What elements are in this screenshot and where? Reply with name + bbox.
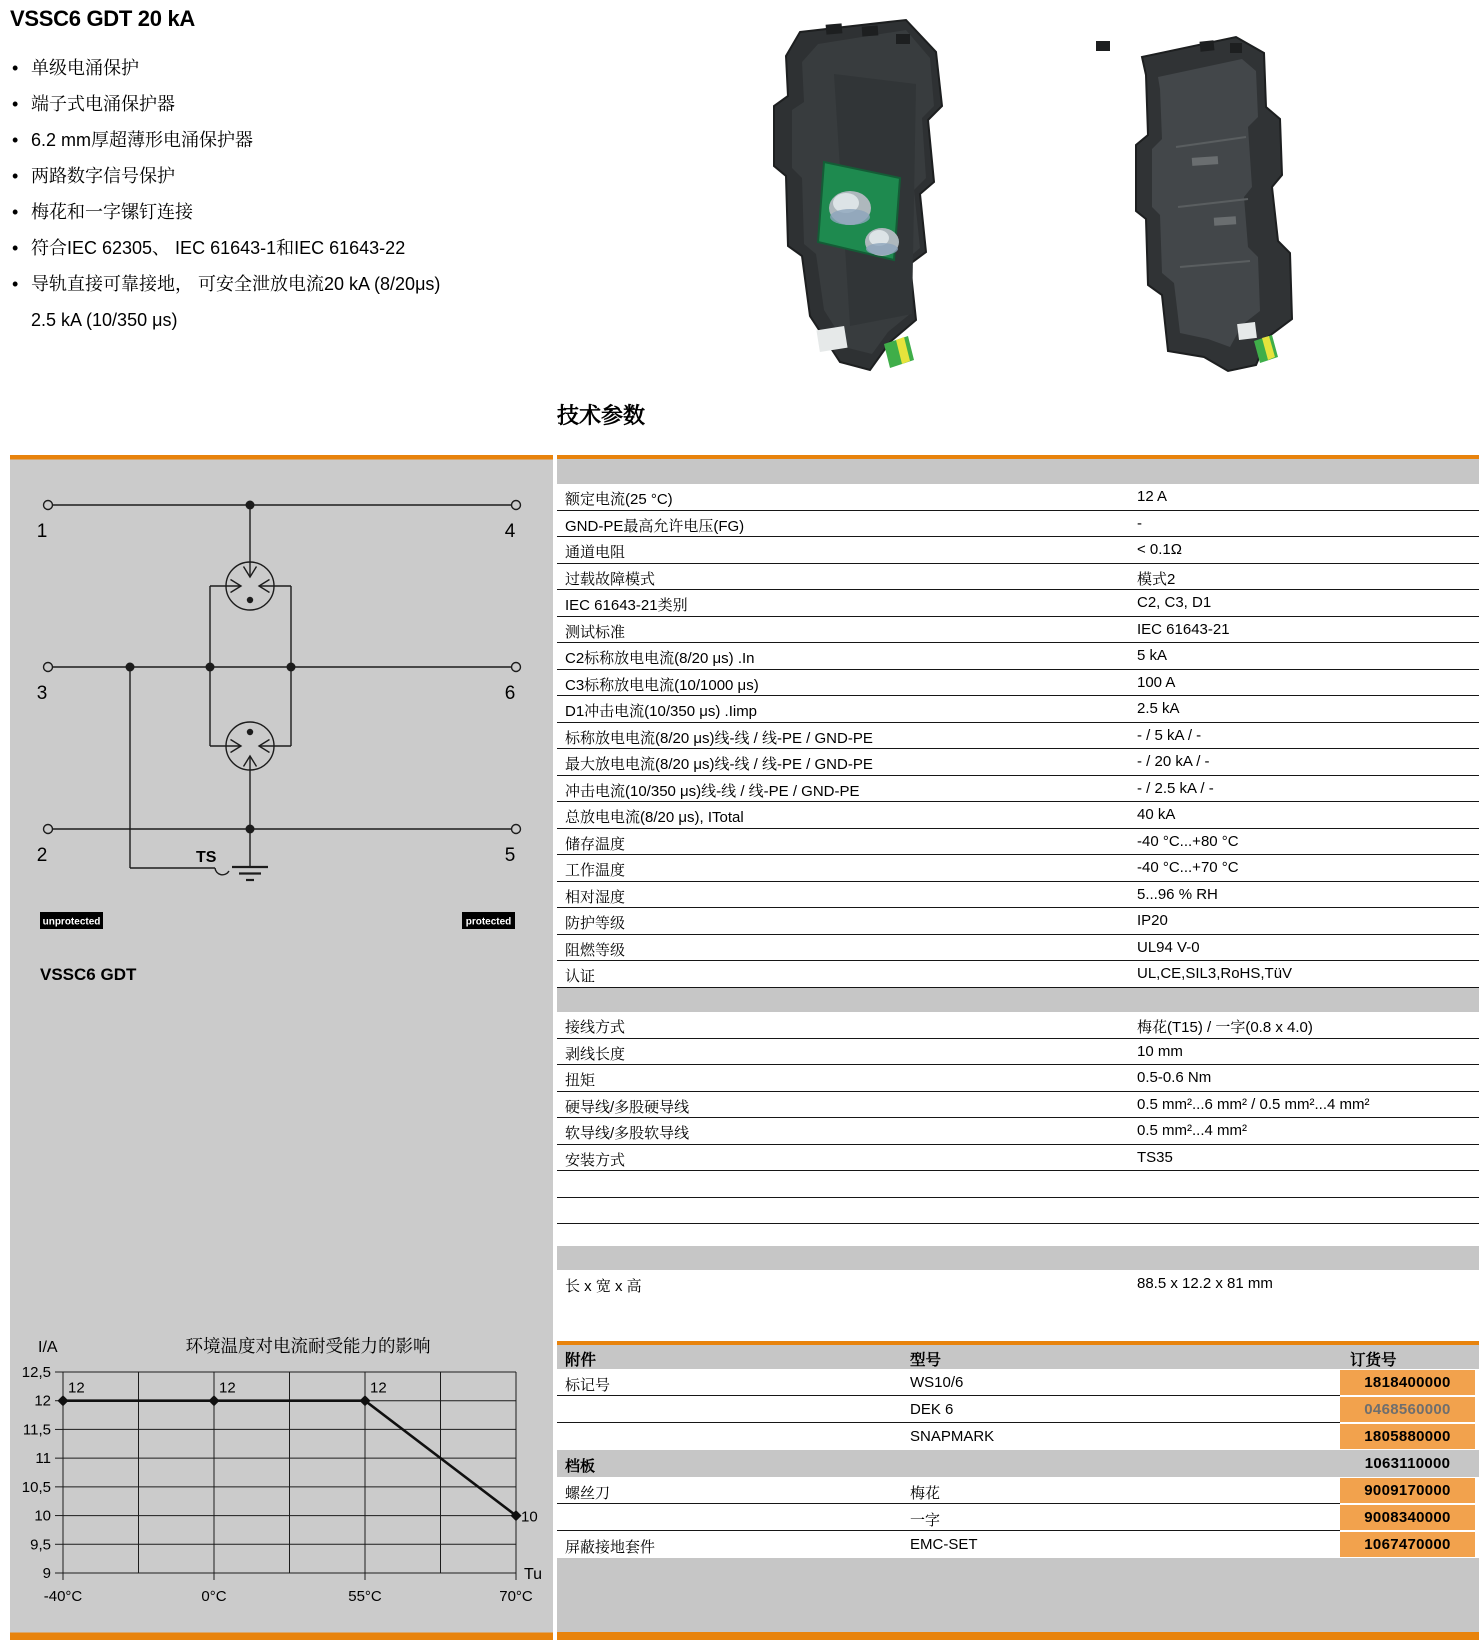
tech-row	[557, 749, 1479, 776]
tech-row-label: 认证	[565, 968, 596, 985]
feature-item: • 梅花和一字镙钉连接	[12, 194, 652, 230]
tech-row-label: 硬导线/多股硬导线	[565, 1098, 690, 1116]
feature-item-continuation: 2.5 kA (10/350 μs)	[31, 310, 178, 330]
accessory-model: SNAPMARK	[910, 1428, 995, 1445]
gray-footer-block	[557, 1558, 1479, 1632]
dimensions-label: 长 x 宽 x 高	[565, 1278, 642, 1295]
chart-y-tick: 11,5	[22, 1421, 51, 1439]
tech-row-label: 冲击电流(10/350 μs)线-线 / 线-PE / GND-PE	[565, 782, 860, 800]
tech-band-2	[557, 988, 1479, 1012]
tech-row-value: 100 A	[1137, 673, 1176, 691]
tech-row	[557, 590, 1479, 617]
accessory-model: 梅花	[910, 1485, 941, 1502]
tech-row-label: 安装方式	[565, 1151, 626, 1169]
tech-row	[557, 564, 1479, 591]
accessory-order-number: 1067470000	[1340, 1532, 1475, 1557]
tech-row-value: 5 kA	[1137, 647, 1168, 664]
tech-row-label: 剥线长度	[565, 1045, 626, 1063]
tech-row-label: 总放电电流(8/20 μs), ITotal	[565, 809, 744, 826]
tech-row-label: 扭矩	[565, 1072, 596, 1089]
tech-row-label: C2标称放电电流(8/20 μs) .In	[565, 650, 755, 667]
accessories-header-name: 附件	[565, 1352, 597, 1369]
terminal-circle	[44, 663, 53, 672]
chart-point-label: 10	[521, 1508, 538, 1526]
tech-row-value: -40 °C...+70 °C	[1137, 859, 1239, 876]
tech-row-label: 工作温度	[565, 862, 626, 879]
tech-row-label: 防护等级	[565, 915, 626, 932]
tech-row-label: 通道电阻	[565, 544, 626, 561]
tech-row	[557, 1145, 1479, 1172]
accessory-order-number: 1818400000	[1340, 1370, 1475, 1395]
tech-row	[557, 829, 1479, 856]
tech-row-label: GND-PE最高允许电压(FG)	[565, 517, 745, 535]
feature-list	[12, 50, 652, 338]
chart-y-tick: 9	[42, 1565, 51, 1582]
chart-x-tick: 55°C	[348, 1588, 382, 1605]
tech-table-block-1	[557, 484, 1479, 988]
chart-point-label: 12	[68, 1379, 85, 1397]
tech-row	[557, 537, 1479, 564]
accessory-order-number: 9009170000	[1340, 1478, 1475, 1503]
feature-item: • 端子式电涌保护器	[12, 86, 652, 122]
tech-row-label: 过载故障模式	[565, 570, 656, 588]
tech-row-value: 模式2	[1137, 570, 1176, 588]
diagram-caption: VSSC6 GDT	[40, 965, 137, 984]
page-title: VSSC6 GDT 20 kA	[10, 6, 196, 31]
accessory-order-number: 1063110000	[1364, 1455, 1451, 1472]
tech-row	[557, 723, 1479, 750]
tech-row-value: - / 5 kA / -	[1137, 726, 1202, 744]
tech-row-value: UL94 V-0	[1137, 938, 1200, 956]
accessory-row	[557, 1423, 1479, 1450]
tech-row	[557, 670, 1479, 697]
tech-row-value: < 0.1Ω	[1137, 541, 1182, 558]
chart-y-tick: 10	[34, 1507, 51, 1525]
chart-title: 环境温度对电流耐受能力的影响	[185, 1336, 431, 1356]
panel-bottom-orange-bar	[10, 1633, 553, 1641]
tech-row	[557, 776, 1479, 803]
terminal-label-5: 5	[504, 845, 516, 866]
tech-band-3	[557, 1246, 1479, 1270]
chart-xlabel: Tu	[524, 1566, 543, 1583]
tech-row	[557, 511, 1479, 538]
accessory-row	[557, 1531, 1479, 1558]
accessory-order-number: 1805880000	[1340, 1424, 1475, 1449]
accessory-name: 屏蔽接地套件	[565, 1539, 656, 1556]
tech-row-label: D1冲击电流(10/350 μs) .Iimp	[565, 703, 758, 720]
accessory-model: 一字	[910, 1512, 941, 1529]
tech-row	[557, 1065, 1479, 1092]
accessory-row	[557, 1396, 1479, 1423]
tech-row-value: -	[1137, 514, 1142, 532]
tech-row-value: IEC 61643-21	[1137, 620, 1230, 638]
terminal-circle	[512, 501, 521, 510]
terminal-circle	[44, 825, 53, 834]
tech-row	[557, 1171, 1479, 1198]
tech-row	[557, 643, 1479, 670]
tech-row	[557, 802, 1479, 829]
tech-row-value: 2.5 kA	[1137, 700, 1180, 717]
tech-row	[557, 1092, 1479, 1119]
chart-x-tick: -40°C	[43, 1588, 83, 1605]
accessory-name: 螺丝刀	[565, 1485, 611, 1502]
tech-row-value: 10 mm	[1137, 1042, 1183, 1060]
tech-row-value: 40 kA	[1137, 806, 1176, 823]
accessory-row	[557, 1504, 1479, 1531]
orange-bottom-bar-right	[557, 1632, 1479, 1640]
chart-y-tick: 12,5	[21, 1364, 51, 1381]
chart-x-tick: 0°C	[201, 1588, 227, 1605]
tech-row-label: 接线方式	[565, 1019, 626, 1036]
dimensions-row	[557, 1270, 1479, 1296]
accessory-name: 标记号	[565, 1377, 611, 1394]
tech-row	[557, 484, 1479, 511]
accessory-name: 档板	[565, 1458, 596, 1475]
accessories-header-order: 订货号	[1350, 1352, 1397, 1369]
tech-row-value: 0.5 mm²...4 mm²	[1137, 1122, 1248, 1139]
ts-label: TS	[196, 849, 217, 866]
svg-text:unprotected: unprotected	[42, 916, 101, 928]
tech-row-value: - / 20 kA / -	[1137, 753, 1210, 770]
tech-heading: 技术参数	[557, 403, 646, 428]
tech-row-value: 0.5-0.6 Nm	[1137, 1069, 1212, 1086]
feature-item: • 符合IEC 62305、 IEC 61643-1和IEC 61643-22	[12, 230, 652, 266]
terminal-label-4: 4	[504, 521, 516, 542]
tech-row	[557, 1198, 1479, 1225]
accessories-header-model: 型号	[910, 1352, 942, 1369]
tech-band-1	[557, 459, 1479, 484]
product-photo-front	[738, 14, 1010, 390]
tech-table-block-2	[557, 1012, 1479, 1224]
panel-top-orange-bar	[10, 455, 553, 460]
accessories-header-row	[557, 1345, 1479, 1369]
protected-badge	[462, 912, 515, 929]
accessory-row	[557, 1477, 1479, 1504]
tech-row-label: 测试标准	[565, 623, 626, 641]
terminal-label-1: 1	[36, 521, 48, 542]
tech-row-label: C3标称放电电流(10/1000 μs)	[565, 676, 759, 694]
chart-y-tick: 11	[35, 1450, 51, 1468]
feature-item: • 导轨直接可靠接地， 可安全泄放电流20 kA (8/20μs)	[12, 266, 652, 302]
tech-row-value: -40 °C...+80 °C	[1137, 832, 1239, 850]
tech-row-label: 额定电流(25 °C)	[565, 491, 673, 508]
dimensions-value: 88.5 x 12.2 x 81 mm	[1137, 1275, 1273, 1292]
terminal-label-2: 2	[36, 845, 48, 866]
feature-item: • 6.2 mm厚超薄形电涌保护器	[12, 122, 652, 158]
tech-row	[557, 617, 1479, 644]
chart-y-tick: 12	[34, 1392, 51, 1410]
unprotected-badge	[40, 912, 103, 929]
tech-row	[557, 882, 1479, 909]
tech-row	[557, 961, 1479, 988]
product-photo-rear	[1096, 27, 1360, 383]
terminal-circle	[512, 825, 521, 834]
accessory-row	[557, 1450, 1479, 1477]
tech-row	[557, 1012, 1479, 1039]
svg-text:protected: protected	[465, 916, 512, 928]
tech-row	[557, 1039, 1479, 1066]
chart-y-tick: 10,5	[21, 1478, 51, 1496]
chart-point-label: 12	[219, 1379, 236, 1397]
terminal-circle	[512, 663, 521, 672]
chart-point-label: 12	[370, 1379, 387, 1397]
accessory-row	[557, 1369, 1479, 1396]
accessory-order-number: 9008340000	[1340, 1505, 1475, 1530]
feature-item: • 两路数字信号保护	[12, 158, 652, 194]
accessory-model: DEK 6	[910, 1401, 954, 1418]
chart-x-tick: 70°C	[499, 1588, 533, 1605]
terminal-label-6: 6	[504, 683, 516, 704]
tech-row-value: 5...96 % RH	[1137, 885, 1218, 903]
tech-row-value: TS35	[1137, 1148, 1173, 1166]
tech-row-value: - / 2.5 kA / -	[1137, 779, 1214, 797]
accessories-table	[557, 1341, 1479, 1558]
chart-ylabel: I/A	[38, 1339, 58, 1356]
terminal-label-3: 3	[36, 683, 48, 704]
tech-row-label: 软导线/多股软导线	[565, 1125, 690, 1142]
tech-row-label: 阻燃等级	[565, 941, 626, 959]
accessory-order-number: 0468560000	[1340, 1397, 1475, 1422]
tech-row	[557, 908, 1479, 935]
tech-row-label: IEC 61643-21类别	[565, 597, 688, 614]
tech-row-label: 标称放电电流(8/20 μs)线-线 / 线-PE / GND-PE	[565, 729, 873, 747]
tech-row-label: 最大放电电流(8/20 μs)线-线 / 线-PE / GND-PE	[565, 756, 873, 773]
terminal-circle	[44, 501, 53, 510]
tech-row	[557, 855, 1479, 882]
tech-row-value: UL,CE,SIL3,RoHS,TüV	[1137, 965, 1293, 982]
tech-row-value: 梅花(T15) / 一字(0.8 x 4.0)	[1137, 1019, 1313, 1036]
tech-row-value: 12 A	[1137, 488, 1168, 505]
accessory-model: EMC-SET	[910, 1536, 978, 1553]
tech-row-label: 储存温度	[565, 835, 626, 853]
accessory-model: WS10/6	[910, 1374, 964, 1391]
tech-row-value: IP20	[1137, 912, 1168, 929]
tech-row-value: 0.5 mm²...6 mm² / 0.5 mm²...4 mm²	[1137, 1095, 1370, 1113]
tech-row	[557, 1118, 1479, 1145]
feature-item: • 单级电涌保护	[12, 50, 652, 86]
tech-row-label: 相对湿度	[565, 888, 626, 906]
panel-background	[10, 460, 553, 1633]
tech-row	[557, 696, 1479, 723]
panel-canvas	[10, 455, 553, 1640]
tech-row	[557, 935, 1479, 962]
tech-row-value: C2, C3, D1	[1137, 594, 1212, 611]
diagram-chart-panel	[10, 455, 553, 1640]
chart-y-tick: 9,5	[30, 1536, 51, 1554]
